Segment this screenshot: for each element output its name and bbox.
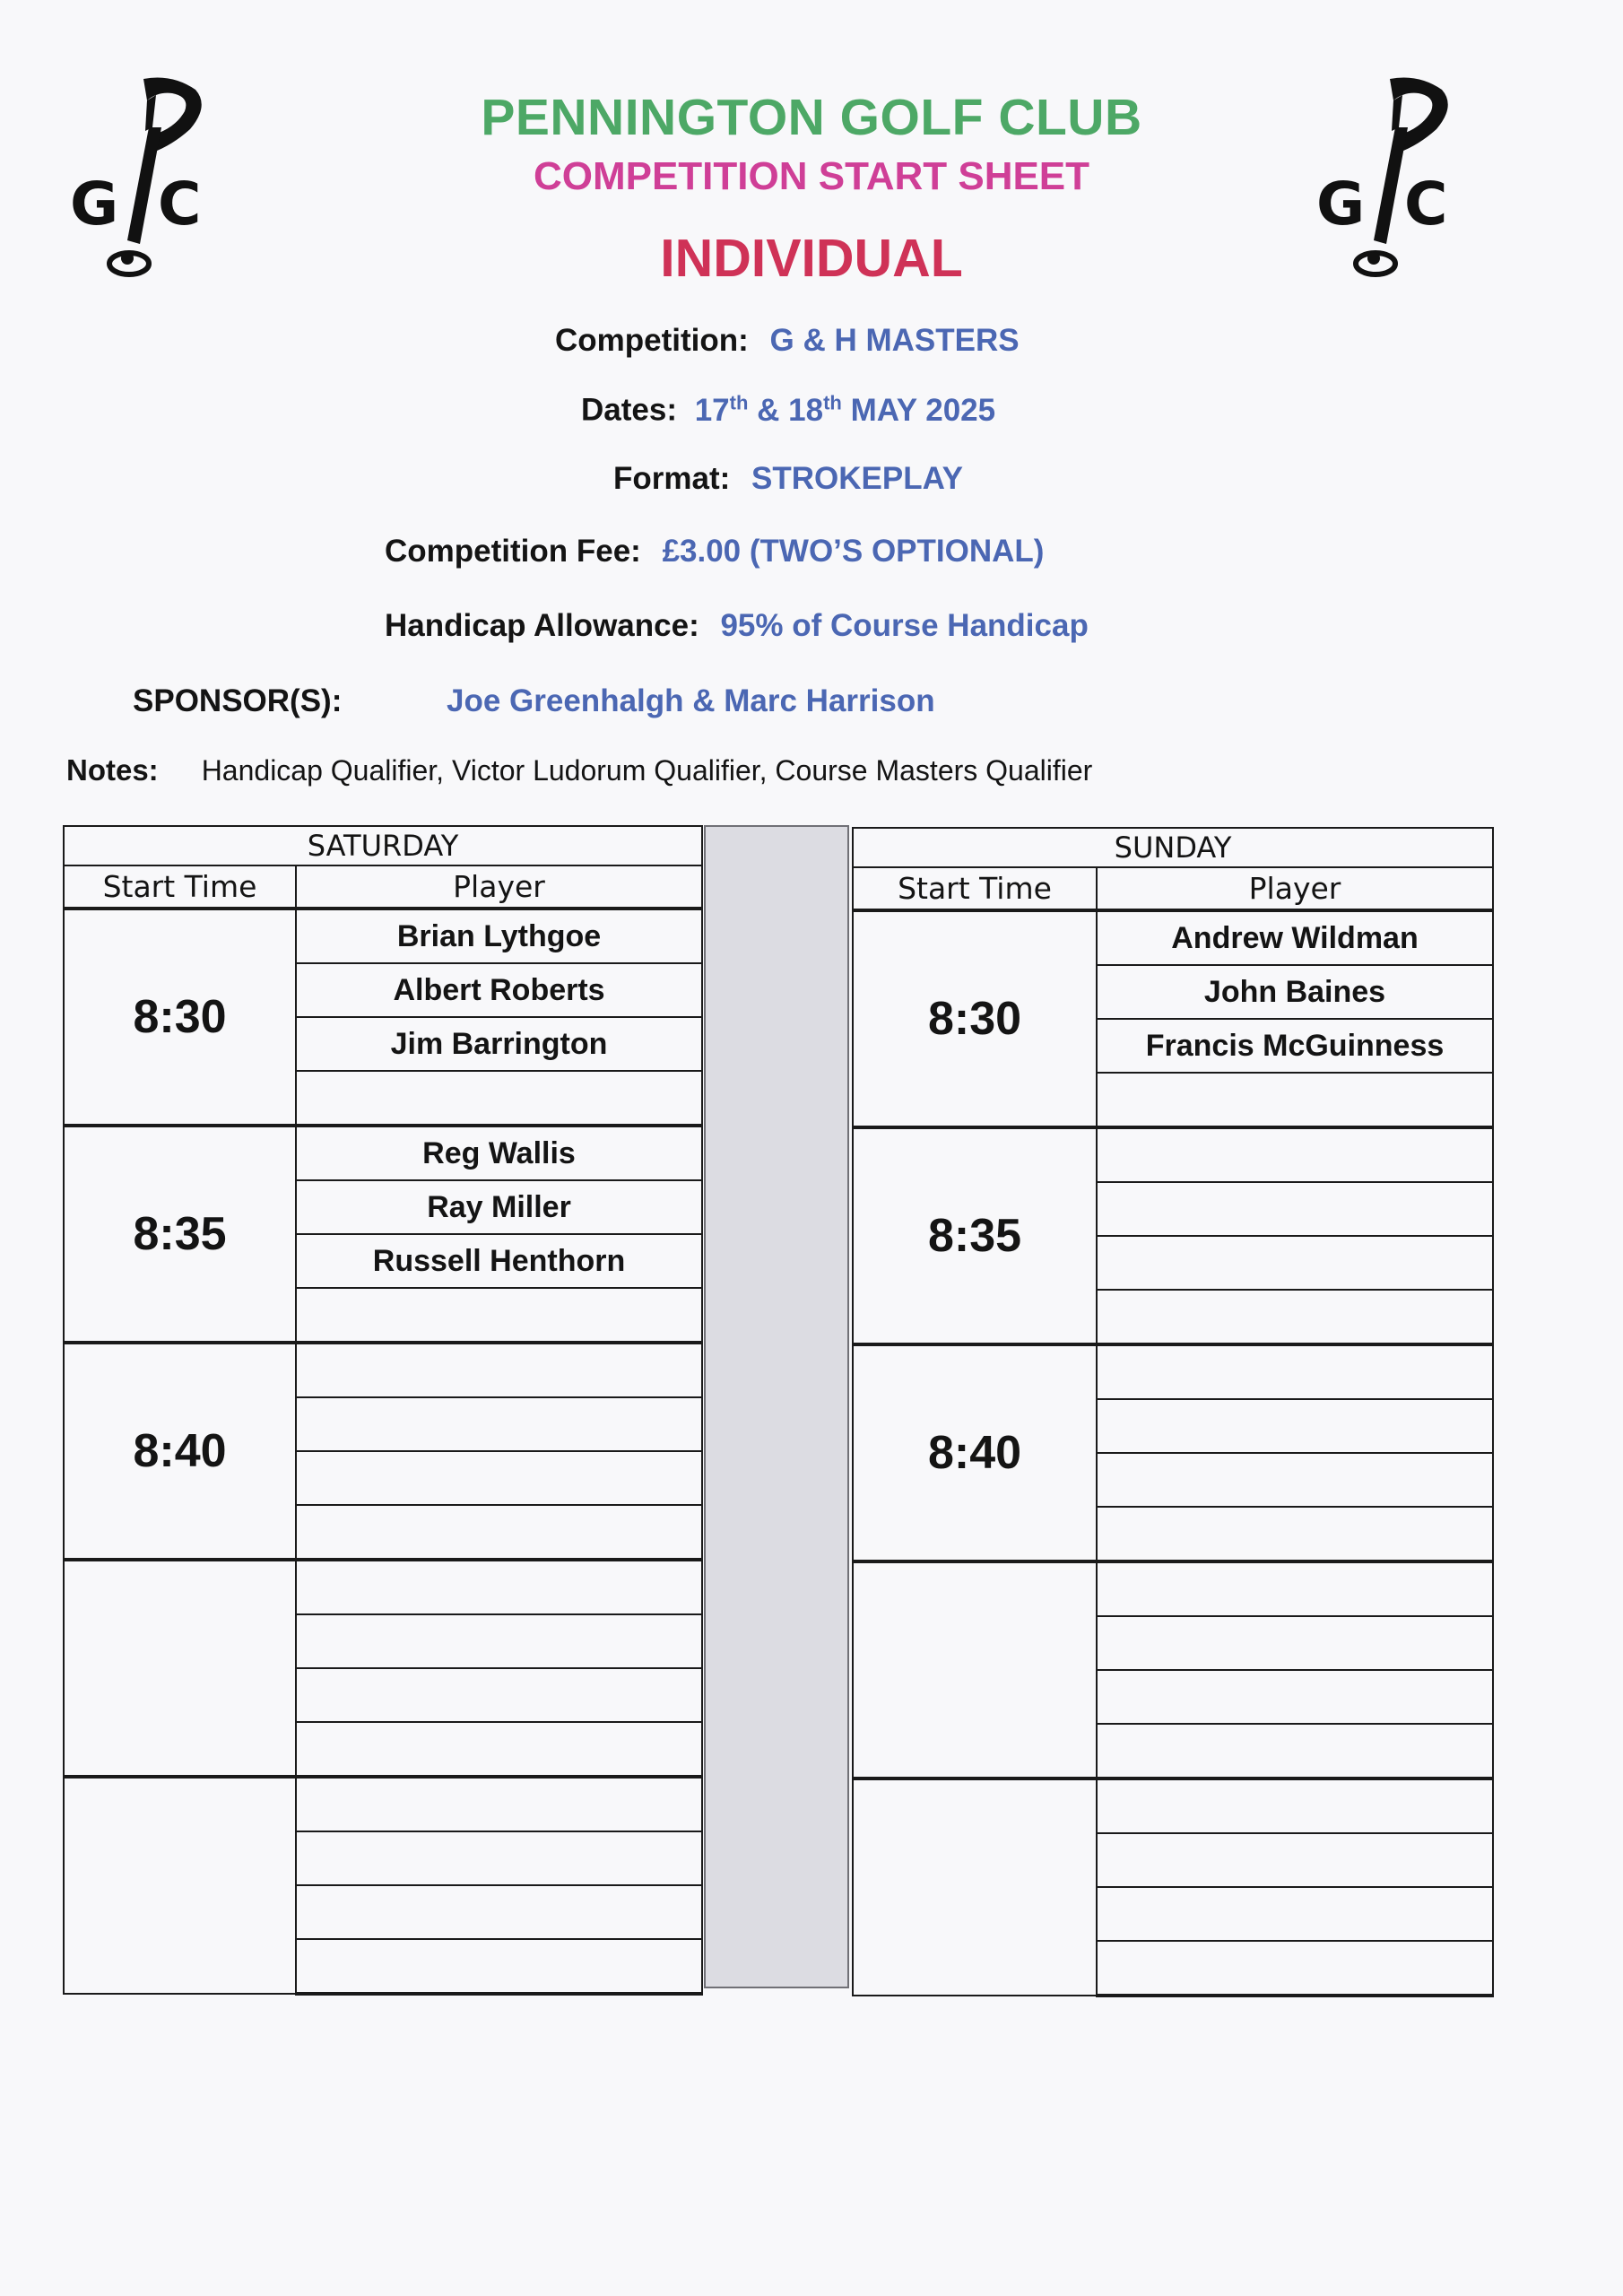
competition-type: INDIVIDUAL <box>660 229 963 288</box>
start-time-cell <box>853 1561 1097 1779</box>
player-cell <box>1097 1724 1493 1779</box>
player-cell <box>1097 1561 1493 1616</box>
player-cell <box>296 1343 702 1397</box>
sunday-heading: SUNDAY <box>853 828 1493 867</box>
player-cell: Reg Wallis <box>296 1126 702 1180</box>
player-cell: Jim Barrington <box>296 1017 702 1071</box>
table-row <box>853 910 1493 965</box>
player-cell <box>1097 1833 1493 1887</box>
player-cell <box>296 1288 702 1343</box>
start-time-cell: 8:35 <box>853 1127 1097 1344</box>
player-cell <box>296 1831 702 1885</box>
player-cell <box>1097 1399 1493 1453</box>
dates-line <box>581 391 995 429</box>
player-cell <box>296 1560 702 1614</box>
competition-value: G & H MASTERS <box>769 323 1020 358</box>
fee-line <box>385 534 1044 570</box>
start-time-cell: 8:35 <box>64 1126 296 1343</box>
player-cell <box>296 1071 702 1126</box>
player-cell <box>1097 1236 1493 1290</box>
player-cell <box>1097 1182 1493 1236</box>
logo-letter-c: C <box>158 170 202 239</box>
player-cell <box>296 1885 702 1939</box>
start-time-cell: 8:30 <box>64 909 296 1126</box>
notes-label: Notes: <box>66 753 159 787</box>
dates-value: 17th & 18th MAY 2025 <box>694 391 996 428</box>
player-cell <box>1097 1290 1493 1344</box>
player-cell <box>1097 1507 1493 1561</box>
start-time-cell: 8:40 <box>853 1344 1097 1561</box>
format-label: Format: <box>613 461 731 496</box>
player-cell: Ray Miller <box>296 1180 702 1234</box>
player-cell: Brian Lythgoe <box>296 909 702 963</box>
notes-value: Handicap Qualifier, Victor Ludorum Qualifier, Course Masters Qualifier <box>201 754 1093 787</box>
player-cell <box>1097 1887 1493 1941</box>
sunday-table <box>852 827 1494 1997</box>
format-line <box>613 461 963 497</box>
table-row <box>853 1779 1493 1833</box>
start-time-header: Start Time <box>64 865 296 909</box>
player-cell <box>1097 1779 1493 1833</box>
notes-line <box>66 753 1092 787</box>
table-row <box>64 1777 702 1831</box>
player-header: Player <box>296 865 702 909</box>
dates-label: Dates: <box>581 392 677 428</box>
player-cell <box>1097 1616 1493 1670</box>
player-cell: Russell Henthorn <box>296 1234 702 1288</box>
player-cell <box>1097 1073 1493 1127</box>
player-cell <box>1097 1453 1493 1507</box>
player-cell: Albert Roberts <box>296 963 702 1017</box>
player-cell <box>296 1397 702 1451</box>
sheet-title: COMPETITION START SHEET <box>533 154 1090 198</box>
start-time-cell: 8:40 <box>64 1343 296 1560</box>
fee-value: £3.00 (TWO’S OPTIONAL) <box>662 534 1045 569</box>
player-cell <box>1097 1344 1493 1399</box>
player-cell: John Baines <box>1097 965 1493 1019</box>
player-cell <box>1097 1941 1493 1996</box>
sponsor-label: SPONSOR(S): <box>133 683 343 718</box>
table-row <box>853 1561 1493 1616</box>
competition-line <box>555 323 1020 359</box>
player-cell <box>296 1614 702 1668</box>
start-time-cell <box>64 1560 296 1777</box>
fee-label: Competition Fee: <box>385 534 641 569</box>
saturday-heading: SATURDAY <box>64 826 702 865</box>
player-cell: Andrew Wildman <box>1097 910 1493 965</box>
center-divider <box>704 825 849 1988</box>
logo-letter-g: G <box>70 170 119 239</box>
allowance-line <box>385 608 1089 644</box>
start-time-cell <box>853 1779 1097 1996</box>
start-time-cell: 8:30 <box>853 910 1097 1127</box>
player-cell <box>296 1505 702 1560</box>
player-cell: Francis McGuinness <box>1097 1019 1493 1073</box>
start-time-cell <box>64 1777 296 1994</box>
table-row <box>64 909 702 963</box>
allowance-label: Handicap Allowance: <box>385 608 699 643</box>
player-header: Player <box>1097 867 1493 910</box>
player-cell <box>296 1722 702 1777</box>
logo-letter-g: G <box>1316 170 1366 239</box>
competition-label: Competition: <box>555 323 749 358</box>
saturday-table <box>63 825 703 1996</box>
player-cell <box>296 1451 702 1505</box>
table-row <box>64 1126 702 1180</box>
club-name: PENNINGTON GOLF CLUB <box>481 89 1142 146</box>
player-cell <box>1097 1670 1493 1724</box>
logo-letter-c: C <box>1404 170 1448 239</box>
allowance-value: 95% of Course Handicap <box>720 608 1089 643</box>
table-row <box>853 1344 1493 1399</box>
player-cell <box>1097 1127 1493 1182</box>
start-time-header: Start Time <box>853 867 1097 910</box>
table-row <box>64 1343 702 1397</box>
sponsor-value: Joe Greenhalgh & Marc Harrison <box>447 683 935 718</box>
table-row <box>853 1127 1493 1182</box>
player-cell <box>296 1939 702 1994</box>
format-value: STROKEPLAY <box>751 461 963 496</box>
player-cell <box>296 1668 702 1722</box>
table-row <box>64 1560 702 1614</box>
player-cell <box>296 1777 702 1831</box>
